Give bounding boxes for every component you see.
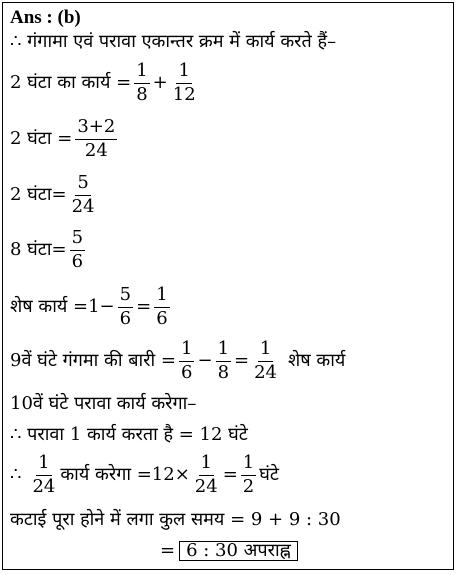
fraction: $\frac{1}{6}$ (156, 284, 168, 329)
work-2-hours-line: 2 घंटा का कार्य = $\frac{1}{8}$ + $\frac{1}{12}$ (10, 60, 196, 105)
fraction: $\frac{1}{6}$ (181, 338, 193, 383)
two-hours-sum-line: 2 घंटा = $\frac{3+2}{24}$ (10, 116, 116, 161)
fraction: $\frac{1}{8}$ (136, 60, 148, 105)
fraction: $\frac{1}{2}$ (242, 452, 255, 497)
answer-label: Ans : (b) (10, 7, 81, 28)
fraction: $\frac{1}{12}$ (172, 60, 196, 105)
two-hours-result-line: 2 घंटा= $\frac{5}{24}$ (10, 172, 95, 217)
fraction: $\frac{1}{24}$ (194, 452, 218, 497)
fraction: $\frac{1}{24}$ (32, 452, 56, 497)
fraction: $\frac{1}{24}$ (254, 338, 278, 383)
fraction: $\frac{5}{6}$ (119, 284, 132, 329)
fraction: $\frac{5}{6}$ (71, 227, 84, 272)
tenth-hour-line: 10वें घंटे परावा कार्य करेगा– (10, 393, 197, 414)
total-time-line: कटाई पूरा होने में लगा कुल समय = 9 + 9 : 30 (10, 509, 341, 530)
eight-hours-line: 8 घंटा= $\frac{5}{6}$ (10, 227, 84, 272)
intro-line: ∴ गंगामा एवं परावा एकान्तर क्रम में कार्य करते हैं– (10, 31, 337, 52)
fraction: $\frac{5}{24}$ (71, 172, 95, 217)
fraction: $\frac{3+2}{24}$ (77, 116, 116, 161)
parava-rate-line: ∴ परावा 1 कार्य करता है = 12 घंटे (10, 424, 248, 445)
final-answer-line: = 6 : 30 अपराह्न (160, 541, 298, 561)
parava-time-line: ∴ $\frac{1}{24}$ कार्य करेगा =12× $\frac{1}{24}$ = $\frac{1}{2}$ घंटे (10, 452, 279, 497)
ninth-hour-line: 9वें घंटे गंगमा की बारी = $\frac{1}{6}$ − $\frac{1}{8}$ = $\frac{1}{24}$ शेष कार्य (10, 338, 346, 383)
fraction: $\frac{1}{8}$ (217, 338, 230, 383)
remaining-work-line: शेष कार्य =1− $\frac{5}{6}$ = $\frac{1}{6}$ (10, 284, 168, 329)
final-answer-box: 6 : 30 अपराह्न (179, 541, 298, 561)
